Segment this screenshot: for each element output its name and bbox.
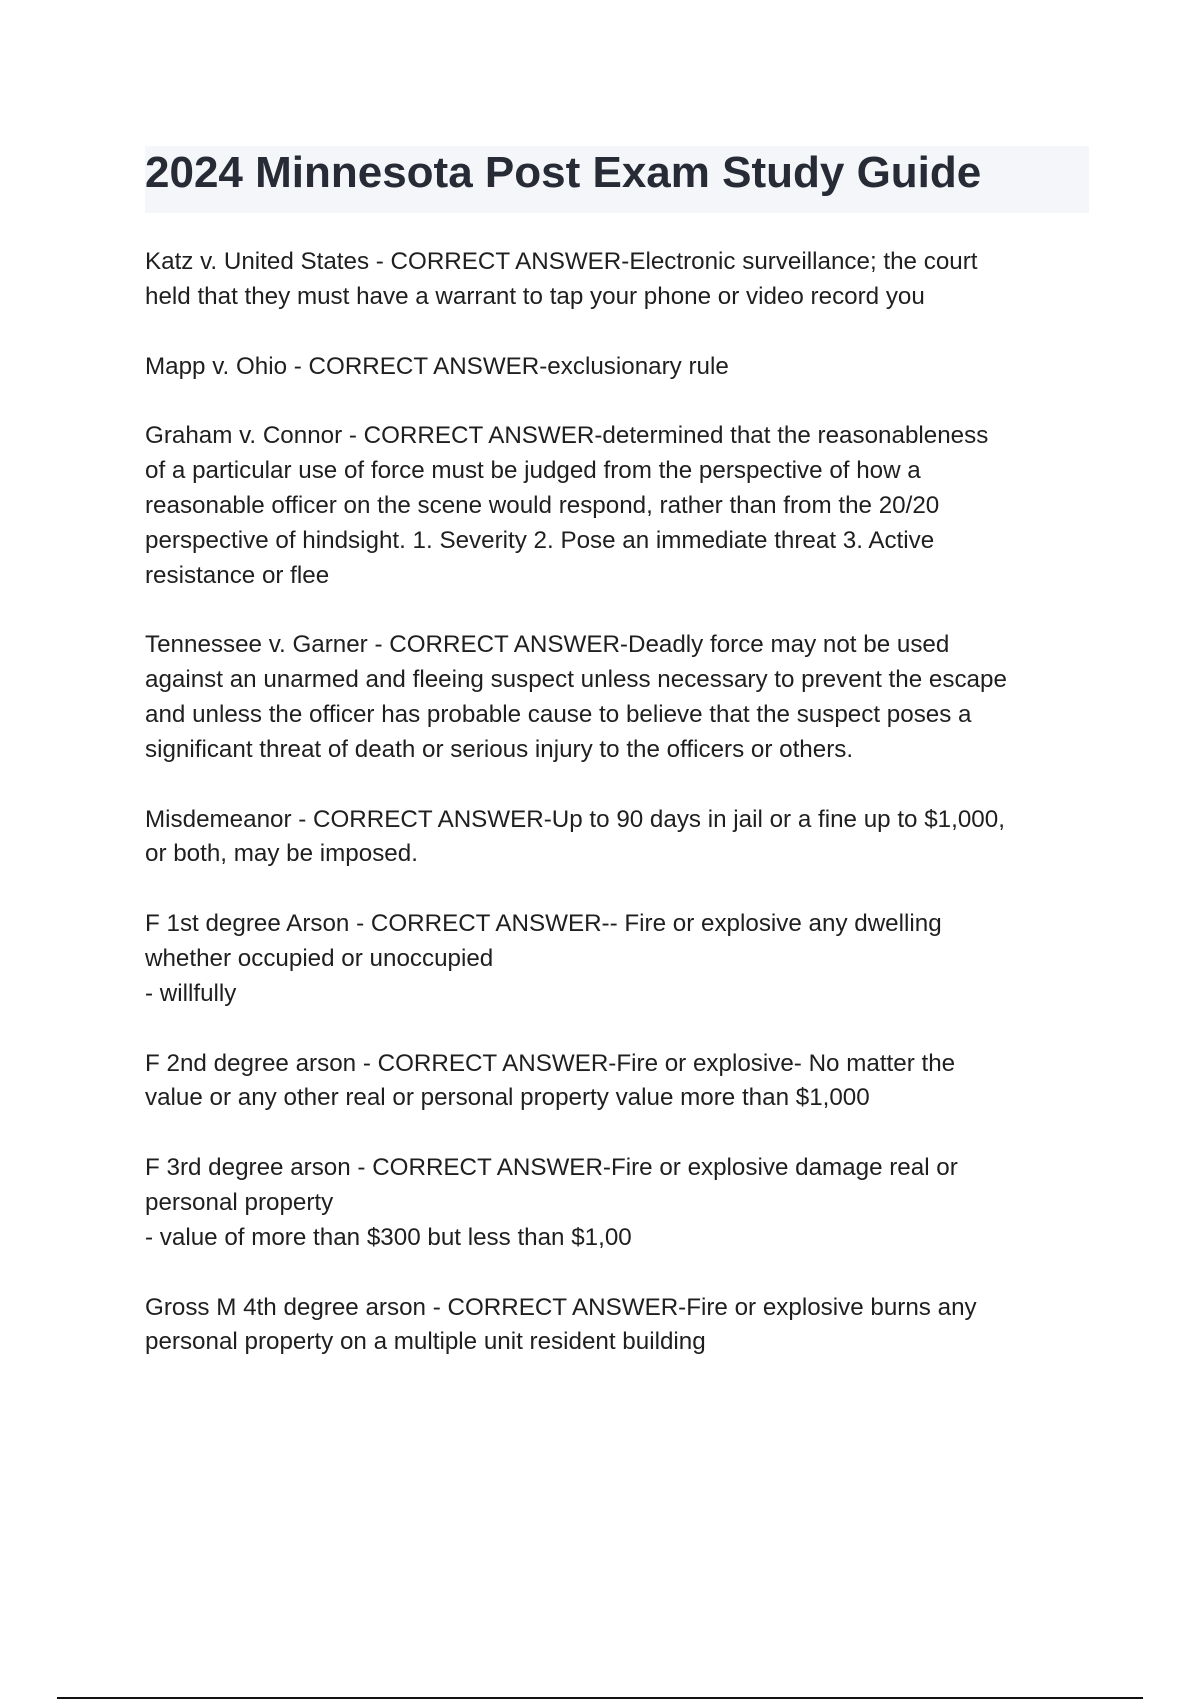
entry-line: Misdemeanor - CORRECT ANSWER-Up to 90 days in jail or a fine up to $1,000,	[145, 805, 1005, 833]
entry-line: value or any other real or personal property value more than $1,000	[145, 1084, 870, 1112]
entry-line: Mapp v. Ohio - CORRECT ANSWER-exclusionary rule	[145, 352, 729, 380]
entry-line: F 3rd degree arson - CORRECT ANSWER-Fire or explosive damage real or	[145, 1154, 958, 1182]
qa-entry-misdemeanor	[145, 803, 1085, 873]
entry-line: or both, may be imposed.	[145, 840, 418, 868]
qa-entry-arson-1st	[145, 907, 1085, 1011]
entry-line: significant threat of death or serious injury to the officers or others.	[145, 735, 854, 763]
qa-entry-garner	[145, 628, 1085, 767]
entry-line: resistance or flee	[145, 561, 330, 589]
entry-line: against an unarmed and fleeing suspect unless necessary to prevent the escape	[145, 666, 1007, 694]
qa-list	[145, 245, 1085, 1395]
entry-line: whether occupied or unoccupied	[145, 944, 494, 972]
entry-line: Tennessee v. Garner - CORRECT ANSWER-Deadly force may not be used	[145, 631, 950, 659]
entry-line: - value of more than $300 but less than $1,00	[145, 1223, 632, 1251]
entry-line: of a particular use of force must be judged from the perspective of how a	[145, 457, 921, 485]
entry-line: - willfully	[145, 979, 237, 1007]
entry-line: and unless the officer has probable cause to believe that the suspect poses a	[145, 700, 972, 728]
qa-entry-arson-3rd	[145, 1151, 1085, 1255]
entry-line: F 1st degree Arson - CORRECT ANSWER-- Fire or explosive any dwelling	[145, 910, 942, 938]
qa-entry-katz	[145, 245, 1085, 315]
qa-entry-arson-4th	[145, 1291, 1085, 1361]
footer-divider	[57, 1697, 1143, 1699]
entry-line: personal property on a multiple unit resident building	[145, 1328, 706, 1356]
entry-line: Graham v. Connor - CORRECT ANSWER-determined that the reasonableness	[145, 422, 989, 450]
entry-line: Katz v. United States - CORRECT ANSWER-Electronic surveillance; the court	[145, 248, 978, 275]
entry-line: held that they must have a warrant to tap your phone or video record you	[145, 282, 925, 310]
qa-entry-mapp	[145, 350, 1085, 385]
entry-line: reasonable officer on the scene would respond, rather than from the 20/20	[145, 491, 940, 519]
entry-line: perspective of hindsight. 1. Severity 2. Pose an immediate threat 3. Active	[145, 526, 935, 554]
qa-entry-graham	[145, 419, 1085, 593]
entry-line: F 2nd degree arson - CORRECT ANSWER-Fire or explosive- No matter the	[145, 1049, 956, 1077]
page-title: 2024 Minnesota Post Exam Study Guide	[145, 148, 982, 197]
qa-entry-arson-2nd	[145, 1047, 1085, 1117]
entry-line: personal property	[145, 1188, 334, 1216]
entry-line: Gross M 4th degree arson - CORRECT ANSWER-Fire or explosive burns any	[145, 1293, 977, 1321]
